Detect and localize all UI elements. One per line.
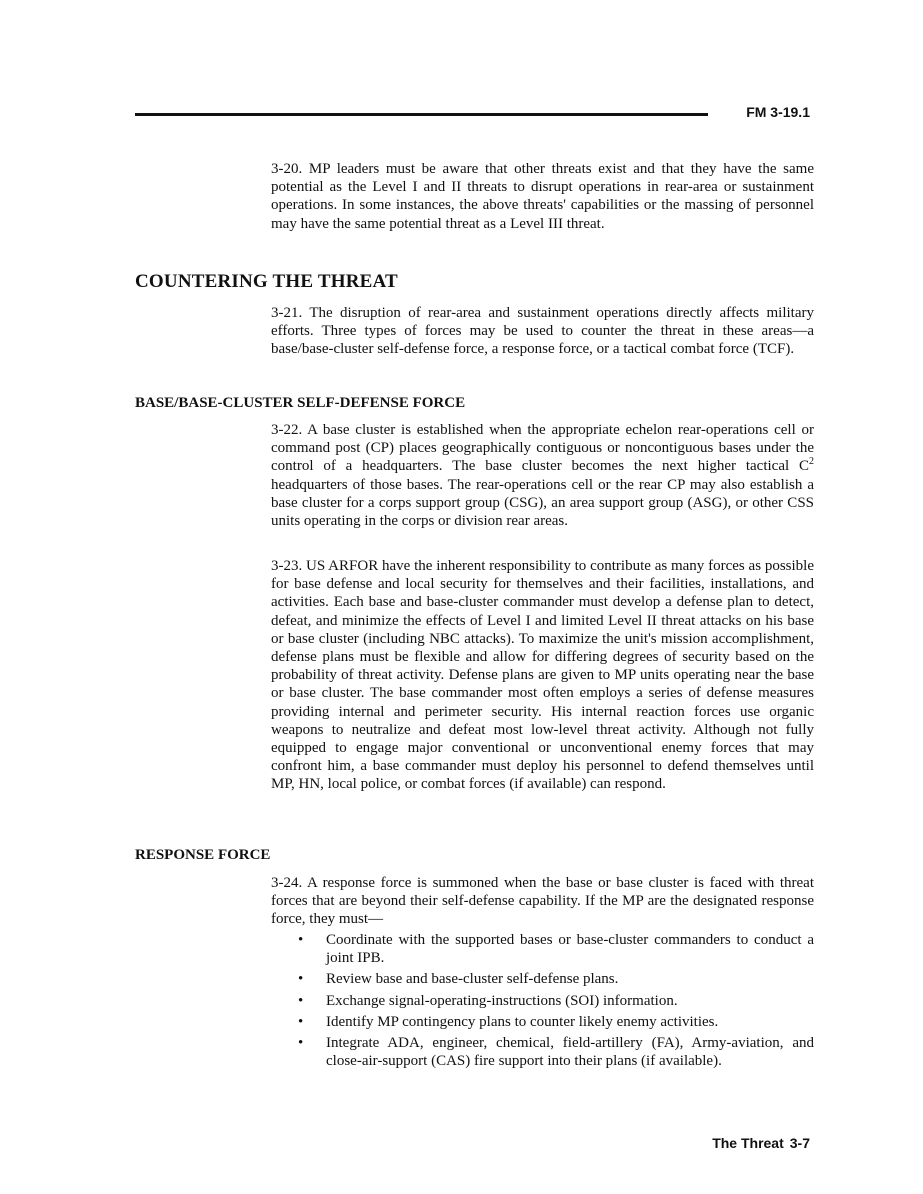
page-footer: [712, 1135, 810, 1151]
response-force-tasks-list: [271, 931, 814, 1073]
paragraph-3-22-part-a: 3-22. A base cluster is established when the appropriate echelon rear-operations cell or command post (CP) places geographically contiguous or noncontiguous bases under the control of a headquarters. The base cluster becomes the next higher tactical C: [271, 422, 814, 475]
paragraph-3-23: 3-23. US ARFOR have the inherent responsibility to contribute as many forces as possible for base defense and local security for themselves and their facilities, installations, and activities. Each base and base-cluster commander must develop a defense plan to detect, defeat, and minimize the effects of Level I and limited Level II threat attacks on his base or base cluster (including NBC attacks). To maximize the unit's mission accomplishment, defense plans must be flexible and allow for differing degrees of security based on the probability of threat activity. Defense plans are given to MP units operating near the base or base cluster. The base commander most often employs a series of defense measures providing internal and perimeter security. His internal reaction forces use organic weapons to neutralize and defeat most low-level threat activity. Although not fully equipped to engage major conventional or unconventional enemy forces that may confront him, a base commander must deploy his personnel to defend themselves until MP, HN, local police, or combat forces (if available) can respond.: [271, 558, 814, 793]
list-item: [271, 970, 814, 988]
bullet-icon: •: [298, 932, 304, 948]
list-item-text: Exchange signal-operating-instructions (SOI) information.: [326, 992, 678, 1009]
list-item: [271, 992, 814, 1010]
bullet-icon: •: [298, 992, 304, 1009]
header-rule: [135, 113, 708, 116]
list-item-text: Identify MP contingency plans to counter likely enemy activities.: [326, 1013, 719, 1030]
list-item-text: Coordinate with the supported bases or base-cluster commanders to conduct a joint IPB.: [326, 932, 814, 967]
list-item: [271, 1013, 814, 1031]
manual-id: FM 3-19.1: [746, 104, 810, 120]
paragraph-3-20: 3-20. MP leaders must be aware that other threats exist and that they have the same potential as the Level I and II threats to disrupt operations in rear-area or sustainment operations. In some instances, the above threats' capabilities or the massing of personnel may have the same potential threat as a Level III threat.: [271, 161, 814, 232]
bullet-icon: •: [298, 971, 304, 988]
bullet-icon: •: [298, 1013, 304, 1030]
list-item-text: Integrate ADA, engineer, chemical, field-artillery (FA), Army-aviation, and close-air-support (CAS) fire support into their plans (if available).: [326, 1035, 814, 1070]
subsection-title-response-force: RESPONSE FORCE: [135, 847, 271, 863]
list-item: [271, 931, 814, 967]
paragraph-3-22-part-b: headquarters of those bases. The rear-operations cell or the rear CP may also establish a base cluster for a corps support group (CSG), an area support group (ASG), or other CSS units operating in the corps or division rear areas.: [271, 476, 814, 530]
chapter-title: The Threat: [712, 1135, 784, 1151]
paragraph-3-21: 3-21. The disruption of rear-area and sustainment operations directly affects military efforts. Three types of forces may be used to counter the threat in these areas—a base/base-cluster self-defense force, a response force, or a tactical combat force (TCF).: [271, 305, 814, 358]
paragraph-3-24: 3-24. A response force is summoned when the base or base cluster is faced with threat forces that are beyond their self-defense capability. If the MP are the designated response force, they must—: [271, 875, 814, 928]
page-number: 3-7: [789, 1135, 810, 1151]
superscript-2: 2: [809, 456, 814, 468]
section-title: COUNTERING THE THREAT: [135, 271, 398, 292]
list-item: [271, 1034, 814, 1070]
list-item-text: Review base and base-cluster self-defense plans.: [326, 971, 619, 988]
paragraph-3-22: [271, 421, 814, 530]
subsection-title-self-defense: BASE/BASE-CLUSTER SELF-DEFENSE FORCE: [135, 395, 466, 411]
bullet-icon: •: [298, 1035, 304, 1052]
